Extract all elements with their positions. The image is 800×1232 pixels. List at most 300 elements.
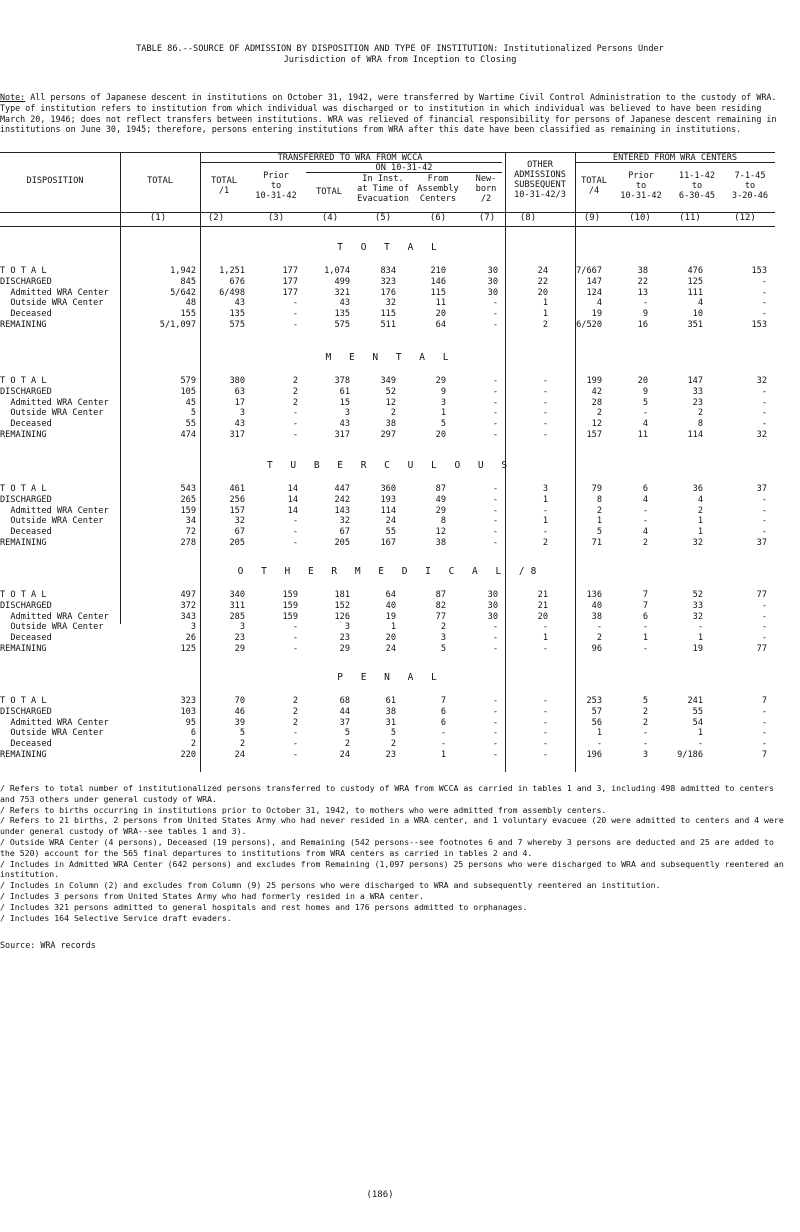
table-cell: - bbox=[492, 739, 498, 750]
column-number: (5) bbox=[374, 213, 392, 223]
table-cell: - bbox=[492, 696, 498, 706]
row-label: Admitted WRA Center bbox=[0, 287, 109, 298]
table-cell: 3 bbox=[344, 622, 350, 633]
table-cell: 2 bbox=[642, 538, 648, 548]
table-cell: - bbox=[761, 276, 767, 287]
table-cell: 22 bbox=[637, 276, 648, 287]
table-cell: 38 bbox=[435, 538, 446, 548]
table-row bbox=[0, 419, 780, 430]
table-cell: 32 bbox=[756, 376, 767, 386]
table-cell: - bbox=[542, 728, 548, 739]
table-cell: 82 bbox=[435, 600, 446, 611]
table-cell: 21 bbox=[537, 600, 548, 611]
table-cell: 3 bbox=[642, 750, 648, 760]
table-cell: - bbox=[492, 750, 498, 760]
table-cell: 5 bbox=[344, 728, 350, 739]
table-cell: 1 bbox=[542, 516, 548, 527]
table-cell: 317 bbox=[334, 430, 350, 440]
table-cell: - bbox=[761, 287, 767, 298]
table-cell: 4 bbox=[642, 494, 648, 505]
table-cell: - bbox=[492, 419, 498, 430]
table-cell: - bbox=[761, 408, 767, 419]
table-cell: 8 bbox=[440, 516, 446, 527]
table-cell: 125 bbox=[180, 644, 196, 654]
table-cell: 17 bbox=[234, 397, 245, 408]
note-text: All persons of Japanese descent in institutions on October 31, 1942, were transferred by Wartime Civil Control Administration to the custody of WRA. Type of institution refers to institution from which individual was discharged or to institution in which individual was believed to have been residing March 20, 1946; does not reflect transfers between institutions. WRA was relieved of financial responsibility for persons of Japanese descent remaining in institutions on June 30, 1945; therefore, persons entering institutions from WRA after this date have been classified as remaining in institutions. bbox=[0, 92, 777, 135]
table-cell: - bbox=[492, 622, 498, 633]
table-cell: 48 bbox=[185, 298, 196, 309]
row-label: DISCHARGED bbox=[0, 600, 52, 611]
table-row bbox=[0, 506, 780, 517]
table-cell: 676 bbox=[229, 276, 245, 287]
table-cell: - bbox=[642, 298, 648, 309]
table-row bbox=[0, 707, 780, 718]
table-cell: - bbox=[292, 527, 298, 538]
table-cell: 210 bbox=[430, 266, 446, 276]
table-row bbox=[0, 750, 780, 761]
table-row bbox=[0, 739, 780, 750]
table-cell: 43 bbox=[234, 419, 245, 430]
table-cell: - bbox=[642, 516, 648, 527]
hdr-in-inst: In Inst. at Time of Evacuation bbox=[357, 174, 409, 204]
table-cell: 321 bbox=[334, 287, 350, 298]
table-cell: 157 bbox=[229, 505, 245, 516]
table-cell: 278 bbox=[180, 538, 196, 548]
table-row bbox=[0, 376, 780, 387]
table-cell: 71 bbox=[591, 538, 602, 548]
table-cell: 38 bbox=[591, 611, 602, 622]
table-cell: 143 bbox=[334, 505, 350, 516]
table-cell: 55 bbox=[692, 706, 703, 717]
table-cell: - bbox=[440, 728, 446, 739]
column-number: (9) bbox=[583, 213, 601, 223]
table-cell: - bbox=[542, 505, 548, 516]
table-cell: 834 bbox=[380, 266, 396, 276]
footnote: / Includes 321 persons admitted to general hospitals and rest homes and 176 persons admitted to orphanages. bbox=[0, 901, 528, 912]
table-cell: 20 bbox=[537, 611, 548, 622]
table-cell: 153 bbox=[751, 320, 767, 330]
table-cell: 135 bbox=[229, 309, 245, 320]
table-cell: 159 bbox=[282, 600, 298, 611]
table-cell: 7 bbox=[642, 590, 648, 600]
table-cell: 32 bbox=[234, 516, 245, 527]
table-cell: 575 bbox=[334, 320, 350, 330]
table-cell: 64 bbox=[435, 320, 446, 330]
table-cell: - bbox=[761, 706, 767, 717]
table-cell: 54 bbox=[692, 717, 703, 728]
table-cell: 153 bbox=[751, 266, 767, 276]
table-cell: 103 bbox=[180, 706, 196, 717]
table-cell: 30 bbox=[487, 287, 498, 298]
table-row bbox=[0, 696, 780, 707]
table-row bbox=[0, 633, 780, 644]
table-cell: 543 bbox=[180, 484, 196, 494]
table-cell: 1,251 bbox=[219, 266, 245, 276]
table-row bbox=[0, 288, 780, 299]
table-cell: 2 bbox=[239, 739, 245, 750]
section-title: T O T A L bbox=[337, 242, 443, 253]
table-cell: 36 bbox=[692, 484, 703, 494]
row-label: Deceased bbox=[0, 739, 52, 750]
table-cell: 9 bbox=[642, 309, 648, 320]
table-cell: 7 bbox=[761, 696, 767, 706]
table-cell: 126 bbox=[334, 611, 350, 622]
table-cell: 2 bbox=[292, 717, 298, 728]
table-cell: 159 bbox=[180, 505, 196, 516]
table-cell: - bbox=[492, 516, 498, 527]
table-cell: - bbox=[292, 430, 298, 440]
table-row bbox=[0, 590, 780, 601]
table-cell: - bbox=[542, 644, 548, 654]
table-cell: - bbox=[492, 309, 498, 320]
section-title: T U B E R C U L O U S bbox=[266, 460, 514, 471]
table-cell: - bbox=[542, 386, 548, 397]
hdr-on-date: ON 10-31-42 bbox=[375, 163, 433, 173]
table-cell: 2 bbox=[190, 739, 196, 750]
table-cell: - bbox=[542, 527, 548, 538]
table-cell: 297 bbox=[380, 430, 396, 440]
table-cell: - bbox=[542, 717, 548, 728]
table-cell: 23 bbox=[692, 397, 703, 408]
table-cell: 5 bbox=[642, 397, 648, 408]
table-cell: 79 bbox=[591, 484, 602, 494]
table-cell: 2 bbox=[542, 538, 548, 548]
table-cell: 343 bbox=[180, 611, 196, 622]
table-cell: - bbox=[440, 739, 446, 750]
row-label: Deceased bbox=[0, 419, 52, 430]
column-number: (1) bbox=[149, 213, 167, 223]
row-label: Admitted WRA Center bbox=[0, 397, 109, 408]
table-cell: 256 bbox=[229, 494, 245, 505]
table-cell: 1 bbox=[596, 728, 602, 739]
table-cell: - bbox=[292, 419, 298, 430]
table-cell: 5/1,097 bbox=[159, 320, 196, 330]
row-label: Admitted WRA Center bbox=[0, 611, 109, 622]
table-cell: 253 bbox=[586, 696, 602, 706]
table-cell: - bbox=[596, 622, 602, 633]
table-cell: - bbox=[761, 633, 767, 644]
table-cell: 147 bbox=[586, 276, 602, 287]
table-cell: 1 bbox=[697, 527, 703, 538]
table-cell: 1 bbox=[596, 516, 602, 527]
row-label: Outside WRA Center bbox=[0, 728, 104, 739]
table-cell: - bbox=[761, 309, 767, 320]
table-row bbox=[0, 277, 780, 288]
row-label: Admitted WRA Center bbox=[0, 717, 109, 728]
table-cell: 360 bbox=[380, 484, 396, 494]
table-cell: - bbox=[492, 633, 498, 644]
table-cell: 34 bbox=[185, 516, 196, 527]
table-cell: 70 bbox=[234, 696, 245, 706]
table-cell: 40 bbox=[385, 600, 396, 611]
row-label: DISCHARGED bbox=[0, 386, 52, 397]
table-cell: 6 bbox=[190, 728, 196, 739]
table-cell: - bbox=[642, 408, 648, 419]
table-cell: 2 bbox=[596, 505, 602, 516]
table-cell: 15 bbox=[339, 397, 350, 408]
table-cell: 77 bbox=[756, 644, 767, 654]
table-cell: 68 bbox=[339, 696, 350, 706]
table-cell: 2 bbox=[344, 739, 350, 750]
row-label: REMAINING bbox=[0, 750, 47, 760]
table-title bbox=[0, 44, 800, 66]
column-number: (2) bbox=[207, 213, 225, 223]
table-cell: 2 bbox=[390, 739, 396, 750]
table-cell: 2 bbox=[390, 408, 396, 419]
table-cell: 87 bbox=[435, 590, 446, 600]
table-cell: 159 bbox=[282, 590, 298, 600]
hdr-disposition: DISPOSITION bbox=[26, 176, 84, 186]
table-cell: - bbox=[542, 622, 548, 633]
table-cell: 67 bbox=[339, 527, 350, 538]
table-cell: 177 bbox=[282, 276, 298, 287]
table-cell: 3 bbox=[190, 622, 196, 633]
hdr-e-11-1-42: 11-1-42 to 6-30-45 bbox=[678, 171, 716, 201]
table-row bbox=[0, 527, 780, 538]
table-cell: 6 bbox=[642, 484, 648, 494]
row-label: Outside WRA Center bbox=[0, 622, 104, 633]
table-cell: 19 bbox=[591, 309, 602, 320]
table-cell: 14 bbox=[287, 484, 298, 494]
table-cell: 146 bbox=[430, 276, 446, 287]
table-cell: - bbox=[292, 633, 298, 644]
column-number: (3) bbox=[267, 213, 285, 223]
table-cell: 12 bbox=[435, 527, 446, 538]
table-cell: 23 bbox=[339, 633, 350, 644]
table-cell: 176 bbox=[380, 287, 396, 298]
table-cell: 265 bbox=[180, 494, 196, 505]
table-cell: - bbox=[761, 494, 767, 505]
table-cell: - bbox=[697, 622, 703, 633]
table-cell: - bbox=[492, 386, 498, 397]
table-cell: 22 bbox=[537, 276, 548, 287]
table-cell: 30 bbox=[487, 600, 498, 611]
table-cell: 77 bbox=[756, 590, 767, 600]
table-cell: - bbox=[761, 739, 767, 750]
table-cell: 2 bbox=[440, 622, 446, 633]
table-row bbox=[0, 320, 780, 331]
table-cell: 499 bbox=[334, 276, 350, 287]
footnote: / Refers to births occurring in institutions prior to October 31, 1942, to mothers who were admitted from assembly centers. bbox=[0, 804, 607, 815]
table-cell: 285 bbox=[229, 611, 245, 622]
table-row bbox=[0, 298, 780, 309]
table-cell: 205 bbox=[334, 538, 350, 548]
table-cell: 378 bbox=[334, 376, 350, 386]
table-cell: 380 bbox=[229, 376, 245, 386]
hdr-e-total: TOTAL /4 bbox=[581, 176, 607, 196]
table-cell: 39 bbox=[234, 717, 245, 728]
table-cell: - bbox=[642, 739, 648, 750]
table-cell: 23 bbox=[234, 633, 245, 644]
row-label: Outside WRA Center bbox=[0, 516, 104, 527]
page-number: (186) bbox=[366, 1190, 394, 1200]
table-cell: 77 bbox=[435, 611, 446, 622]
table-cell: 11 bbox=[637, 430, 648, 440]
row-label: REMAINING bbox=[0, 538, 47, 548]
footnote: / Includes in Admitted WRA Center (642 persons) and excludes from Remaining (1,097 persons) 25 persons who were discharged to WRA and subsequently reentered an institution. bbox=[0, 858, 789, 880]
table-cell: - bbox=[761, 386, 767, 397]
table-cell: 177 bbox=[282, 266, 298, 276]
table-cell: 5 bbox=[642, 696, 648, 706]
table-cell: 2 bbox=[292, 706, 298, 717]
hdr-from-assembly: From Assembly Centers bbox=[417, 174, 459, 204]
table-cell: - bbox=[542, 419, 548, 430]
table-cell: 1 bbox=[697, 516, 703, 527]
table-cell: - bbox=[542, 430, 548, 440]
table-cell: 2 bbox=[292, 376, 298, 386]
table-cell: 114 bbox=[687, 430, 703, 440]
table-cell: 2 bbox=[292, 386, 298, 397]
table-cell: 196 bbox=[586, 750, 602, 760]
row-label: Admitted WRA Center bbox=[0, 505, 109, 516]
table-cell: 67 bbox=[234, 527, 245, 538]
table-cell: 3 bbox=[239, 622, 245, 633]
table-cell: 24 bbox=[234, 750, 245, 760]
table-cell: 29 bbox=[435, 505, 446, 516]
title-line-2: Jurisdiction of WRA from Inception to Closing bbox=[283, 55, 517, 65]
table-row bbox=[0, 309, 780, 320]
table-cell: 181 bbox=[334, 590, 350, 600]
row-label: DISCHARGED bbox=[0, 494, 52, 505]
table-cell: 461 bbox=[229, 484, 245, 494]
table-cell: 1 bbox=[542, 494, 548, 505]
table-cell: 135 bbox=[334, 309, 350, 320]
footnote: / Outside WRA Center (4 persons), Deceased (19 persons), and Remaining (542 persons--see footnotes 6 and 7 whereby 3 persons are deducted and 25 are added to the 520) account for the 565 final departures to institutions from WRA centers as carried in tables 2 and 4. bbox=[0, 836, 779, 858]
table-row bbox=[0, 718, 780, 729]
table-cell: 5 bbox=[596, 527, 602, 538]
table-cell: 2 bbox=[642, 706, 648, 717]
table-cell: 20 bbox=[385, 633, 396, 644]
table-cell: - bbox=[492, 320, 498, 330]
table-cell: 37 bbox=[756, 538, 767, 548]
table-cell: 167 bbox=[380, 538, 396, 548]
table-cell: 193 bbox=[380, 494, 396, 505]
table-cell: - bbox=[761, 298, 767, 309]
table-cell: - bbox=[542, 750, 548, 760]
table-cell: 26 bbox=[185, 633, 196, 644]
table-cell: - bbox=[492, 527, 498, 538]
table-cell: - bbox=[292, 408, 298, 419]
table-cell: 16 bbox=[637, 320, 648, 330]
table-cell: 7 bbox=[761, 750, 767, 760]
table-cell: 159 bbox=[282, 611, 298, 622]
table-row bbox=[0, 495, 780, 506]
hdr-newborn: New- born /2 bbox=[475, 174, 497, 204]
table-cell: - bbox=[492, 484, 498, 494]
table-cell: 19 bbox=[692, 644, 703, 654]
table-cell: 6 bbox=[642, 611, 648, 622]
table-cell: 511 bbox=[380, 320, 396, 330]
row-label: REMAINING bbox=[0, 644, 47, 654]
table-cell: 311 bbox=[229, 600, 245, 611]
table-cell: 5 bbox=[239, 728, 245, 739]
table-cell: 44 bbox=[339, 706, 350, 717]
table-cell: - bbox=[292, 298, 298, 309]
table-cell: 351 bbox=[687, 320, 703, 330]
table-cell: 155 bbox=[180, 309, 196, 320]
table-cell: 3 bbox=[542, 484, 548, 494]
table-cell: 579 bbox=[180, 376, 196, 386]
table-cell: - bbox=[492, 430, 498, 440]
column-number: (10) bbox=[629, 213, 651, 223]
table-cell: 20 bbox=[637, 376, 648, 386]
table-cell: 10 bbox=[692, 309, 703, 320]
table-cell: - bbox=[492, 408, 498, 419]
footnote: / Includes in Column (2) and excludes from Column (9) 25 persons who were discharged to WRA and subsequently reentered an institution. bbox=[0, 880, 661, 891]
table-cell: 9 bbox=[440, 386, 446, 397]
table-cell: 349 bbox=[380, 376, 396, 386]
table-cell: 5 bbox=[190, 408, 196, 419]
row-label: T O T A L bbox=[0, 266, 47, 276]
table-cell: 5/642 bbox=[170, 287, 196, 298]
table-cell: - bbox=[761, 397, 767, 408]
table-cell: 9 bbox=[642, 386, 648, 397]
column-number: (6) bbox=[429, 213, 447, 223]
row-label: REMAINING bbox=[0, 430, 47, 440]
table-cell: 38 bbox=[385, 419, 396, 430]
table-cell: 33 bbox=[692, 386, 703, 397]
table-cell: 63 bbox=[234, 386, 245, 397]
table-cell: 4 bbox=[697, 298, 703, 309]
table-cell: - bbox=[292, 739, 298, 750]
hdr-e-7-1-45: 7-1-45 to 3-20-46 bbox=[731, 171, 769, 201]
table-cell: 55 bbox=[185, 419, 196, 430]
table-row bbox=[0, 516, 780, 527]
row-label: T O T A L bbox=[0, 590, 47, 600]
footnotes bbox=[0, 783, 790, 923]
table-cell: 177 bbox=[282, 287, 298, 298]
table-cell: 7/667 bbox=[576, 266, 602, 276]
table-cell: 114 bbox=[380, 505, 396, 516]
table-cell: 42 bbox=[591, 386, 602, 397]
hdr-prior: Prior to 10-31-42 bbox=[255, 171, 297, 201]
section-title: M E N T A L bbox=[325, 352, 455, 363]
table-row bbox=[0, 408, 780, 419]
table-cell: 1 bbox=[697, 633, 703, 644]
table-cell: 4 bbox=[642, 419, 648, 430]
table-cell: - bbox=[492, 717, 498, 728]
table-cell: - bbox=[292, 516, 298, 527]
table-cell: - bbox=[697, 739, 703, 750]
table-cell: - bbox=[542, 376, 548, 386]
row-label: T O T A L bbox=[0, 376, 47, 386]
table-cell: 5 bbox=[390, 728, 396, 739]
table-cell: 24 bbox=[385, 516, 396, 527]
table-cell: - bbox=[292, 320, 298, 330]
table-cell: 29 bbox=[435, 376, 446, 386]
table-cell: 30 bbox=[487, 590, 498, 600]
table-cell: 20 bbox=[537, 287, 548, 298]
table-cell: 2 bbox=[596, 408, 602, 419]
table-cell: 52 bbox=[385, 386, 396, 397]
table-cell: 2 bbox=[292, 397, 298, 408]
table-cell: 115 bbox=[380, 309, 396, 320]
hdr-on-total: TOTAL bbox=[316, 187, 342, 197]
row-label: Deceased bbox=[0, 527, 52, 538]
table-cell: 323 bbox=[380, 276, 396, 287]
column-number: (7) bbox=[478, 213, 496, 223]
table-cell: 6 bbox=[440, 706, 446, 717]
table-cell: 4 bbox=[642, 527, 648, 538]
table-row bbox=[0, 728, 780, 739]
note bbox=[0, 92, 790, 135]
table-cell: 1,942 bbox=[170, 266, 196, 276]
hdr-entered: ENTERED FROM WRA CENTERS bbox=[612, 153, 738, 163]
hdr-transferred: TRANSFERRED TO WRA FROM WCCA bbox=[277, 153, 423, 163]
table-cell: 8 bbox=[697, 419, 703, 430]
table-cell: 30 bbox=[487, 611, 498, 622]
section-title: P E N A L bbox=[337, 672, 443, 683]
